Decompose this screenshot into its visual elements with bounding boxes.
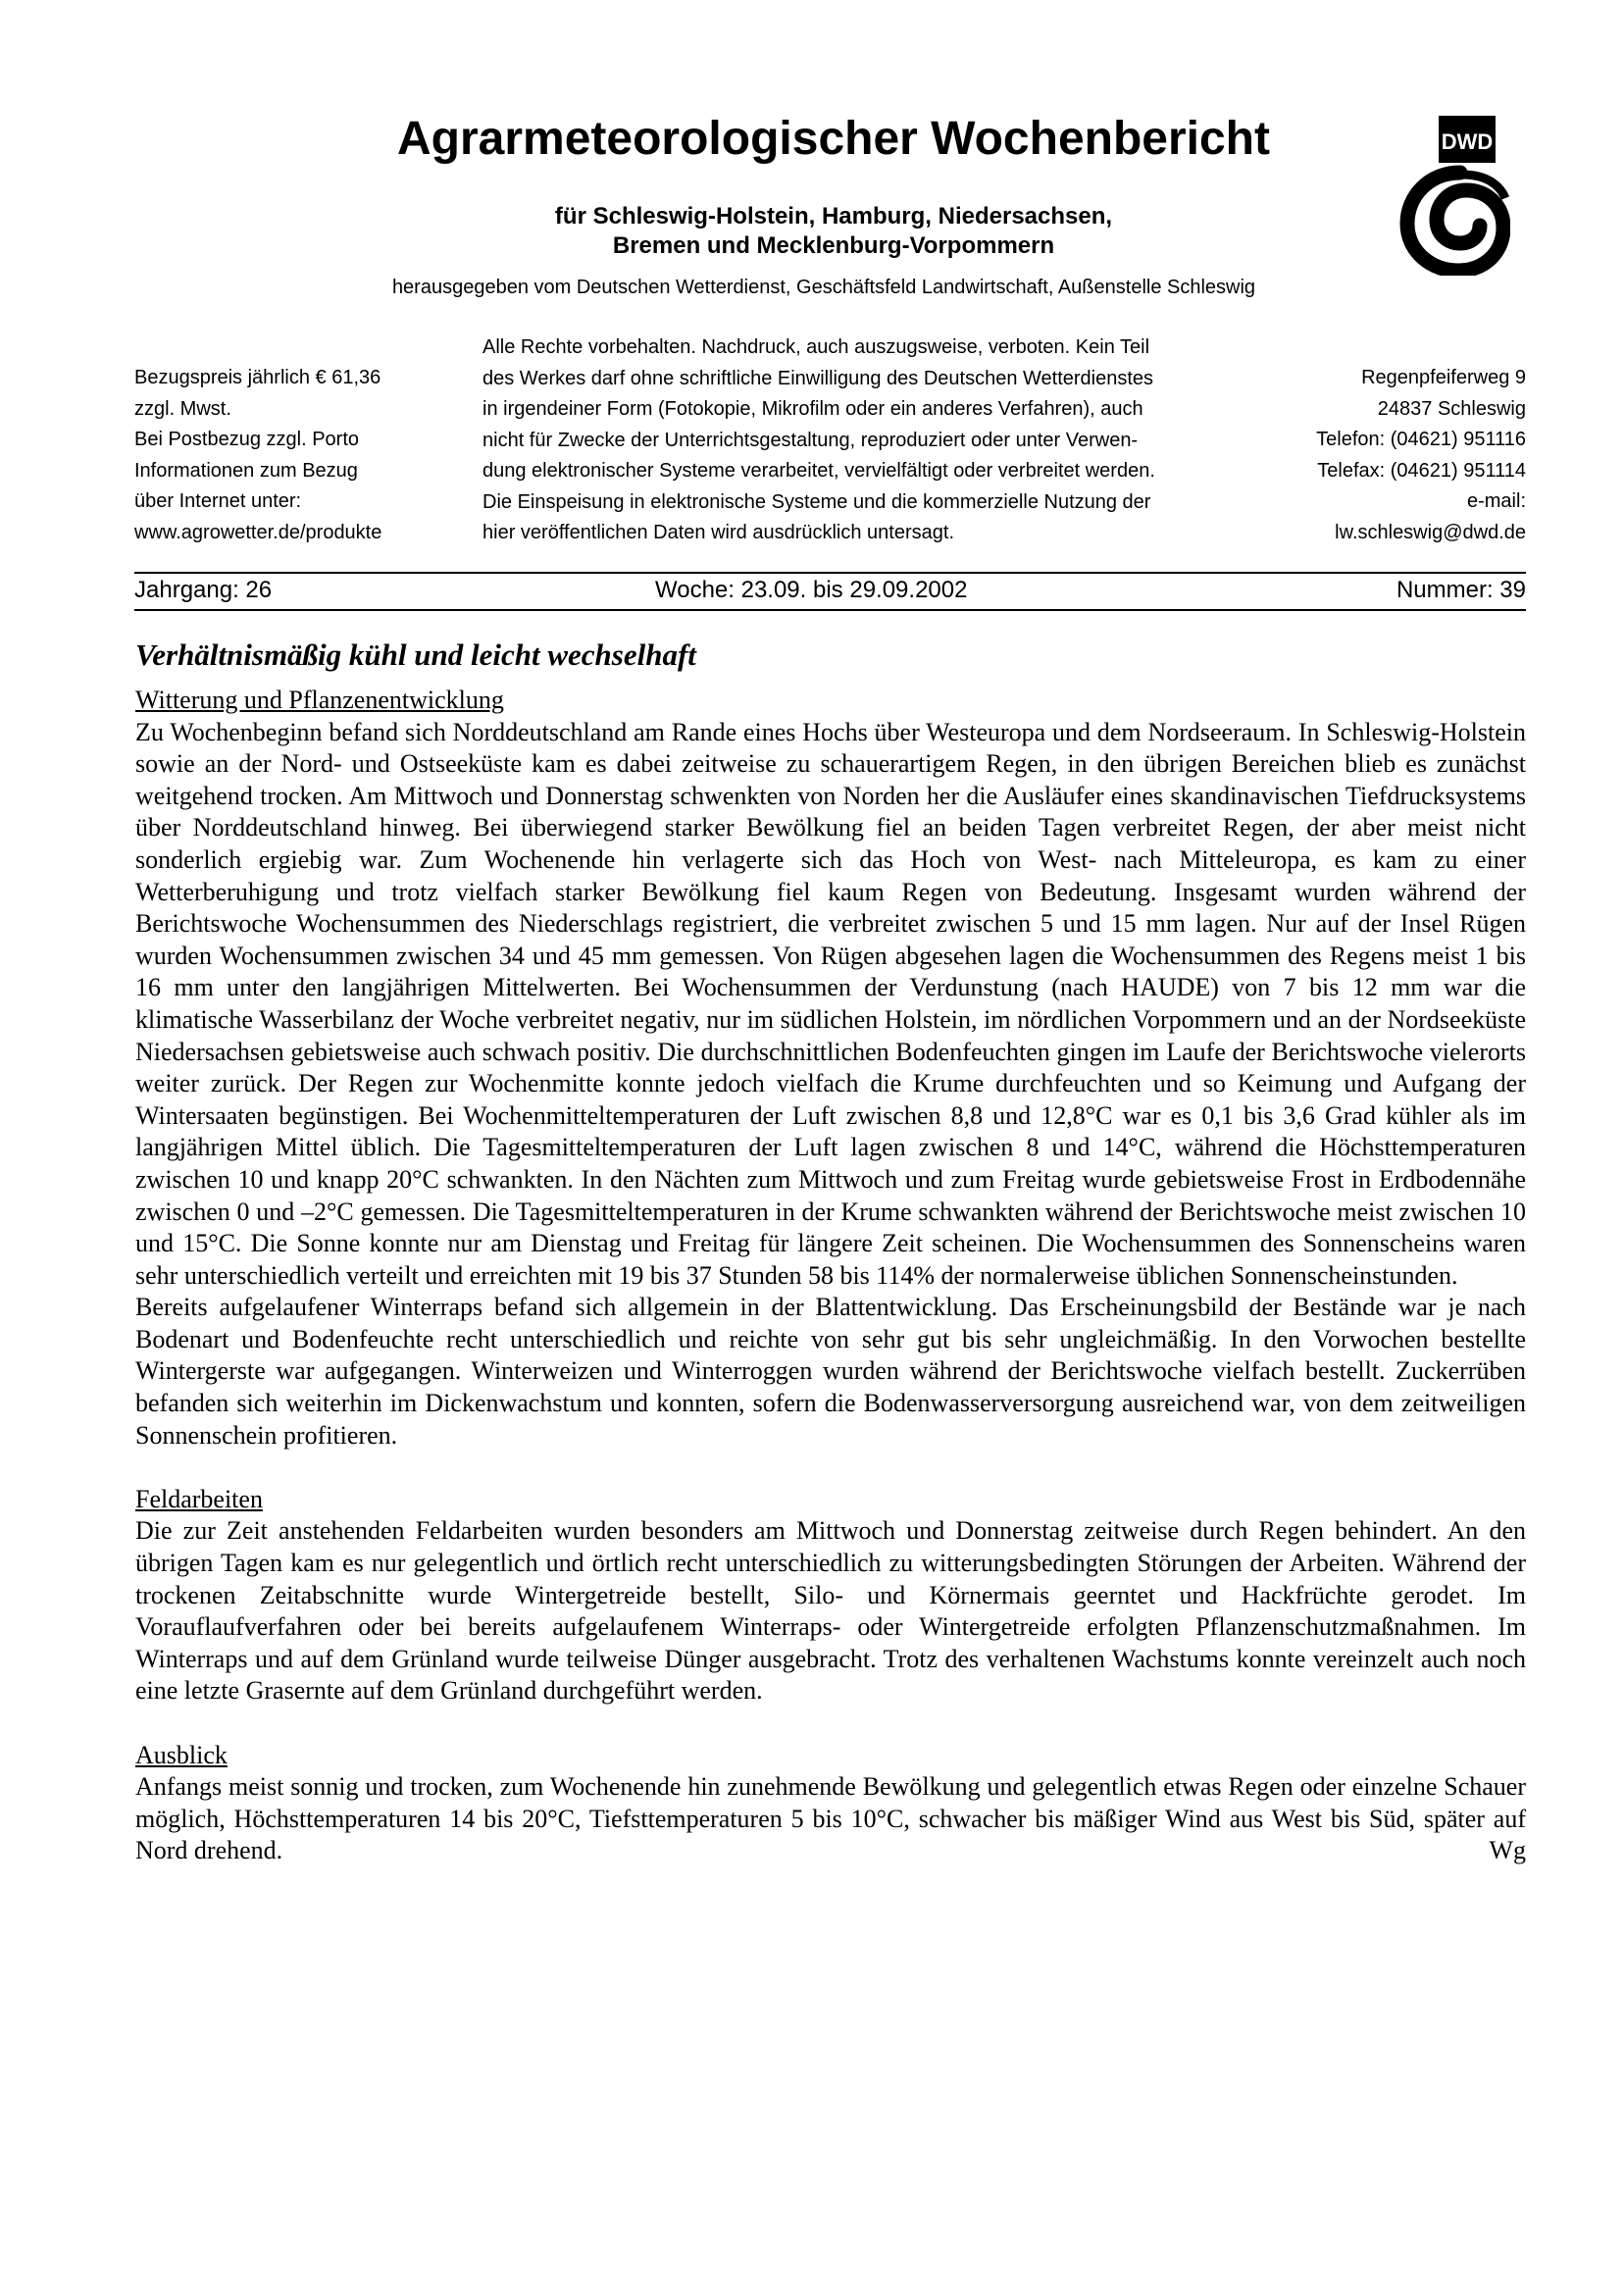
fieldwork-section-heading: Feldarbeiten bbox=[135, 1484, 263, 1513]
dwd-logo-label: DWD bbox=[1441, 129, 1494, 154]
copyright-notice bbox=[482, 332, 1238, 549]
publisher-line: herausgegeben vom Deutschen Wetterdienst, Geschäftsfeld Landwirtschaft, Außenstelle Schleswig bbox=[391, 277, 1256, 298]
subscription-line: zzgl. Mwst. bbox=[134, 397, 231, 420]
subscription-line: über Internet unter: bbox=[134, 490, 302, 512]
contact-info bbox=[1177, 363, 1526, 548]
weather-paragraph: Zu Wochenbeginn befand sich Norddeutschland am Rande eines Hochs über Westeuropa und dem Nordseeraum. In Schleswig-Holstein sowie an der Nord- und Ostseeküste kam es dabei zeitweise zu schauerartigem Regen, in den übrigen Bereichen blieb es zunächst weitgehend trocken. Am Mittwoch und Donnerstag schwenkten von Norden her die Ausläufer eines skandinavischen Tiefdrucksystems über Norddeutschland hinweg. Bei überwiegend starker Bewölkung fiel an beiden Tagen verbreitet Regen, der aber meist nicht sonderlich ergiebig war. Zum Wochenende hin verlagerte sich das Hoch von West- nach Mitteleuropa, es kam zu einer Wetterberuhigung und trotz vielfach starker Bewölkung fiel kaum Regen von Bedeutung. Insgesamt wurden während der Berichtswoche Wochensummen des Niederschlags registriert, die verbreitet zwischen 5 und 15 mm lagen. Nur auf der Insel Rügen wurden Wochensummen zwischen 34 und 45 mm gemessen. Von Rügen abgesehen lagen die Wochensummen des Regens meist 1 bis 16 mm unter den langjährigen Mittelwerten. Bei Wochensummen der Verdunstung (nach HAUDE) von 7 bis 12 mm war die klimatische Wasserbilanz der Woche verbreitet negativ, nur im südlichen Holstein, im nördlichen Vorpommern und an der Nordseeküste Niedersachsen gebietsweise auch schwach positiv. Die durchschnittlichen Bodenfeuchten gingen im Laufe der Berichtswoche vielerorts weiter zurück. Der Regen zur Wochenmitte konnte jedoch vielfach die Krume durchfeuchten und so Keimung und Aufgang der Wintersaaten begünstigen. Bei Wochenmitteltemperaturen der Luft zwischen 8,8 und 12,8°C war es 0,1 bis 3,6 Grad kühler als im langjährigen Mittel üblich. Die Tagesmitteltemperaturen der Luft lagen zwischen 8 und 14°C, während die Höchsttemperaturen zwischen 10 und knapp 20°C schwankten. In den Nächten zum Mittwoch und zum Freitag wurde gebietsweise Frost in Erdbodennähe zwischen 0 und –2°C gemessen. Die Tagesmitteltemperaturen in der Krume schwankten während der Berichtswoche meist zwischen 10 und 15°C. Die Sonne konnte nur am Dienstag und Freitag für längere Zeit scheinen. Die Wochensummen des Sonnenscheins waren sehr unterschiedlich verteilt und erreichten mit 19 bis 37 Stunden 58 bis 114% der normalerweise üblichen Sonnenscheinstunden. bbox=[135, 717, 1526, 1290]
fax-number: Telefax: (04621) 951114 bbox=[1317, 459, 1526, 482]
weather-section-heading: Witterung und Pflanzenentwicklung bbox=[135, 686, 504, 714]
issue-bar bbox=[134, 573, 1526, 608]
copyright-line: in irgendeiner Form (Fotokopie, Mikrofilm oder ein anderes Verfahren), auch bbox=[482, 398, 1143, 420]
report-title: Agrarmeteorologischer Wochenbericht bbox=[397, 113, 1270, 165]
address-city: 24837 Schleswig bbox=[1377, 397, 1526, 420]
region-subtitle bbox=[412, 202, 1255, 261]
subscription-line: Informationen zum Bezug bbox=[134, 459, 358, 482]
subscription-info bbox=[134, 363, 448, 548]
copyright-line: hier veröffentlichen Daten wird ausdrücklich untersagt. bbox=[482, 522, 954, 543]
subscription-line: Bei Postbezug zzgl. Porto bbox=[134, 429, 360, 450]
crop-development-paragraph: Bereits aufgelaufener Winterraps befand sich allgemein in der Blattentwicklung. Das Erscheinungsbild der Bestände war je nach Bodenart und Bodenfeuchte recht unterschiedlich und reichte von sehr gut bis sehr ungleichmäßig. In den Vorwochen bestellte Wintergerste war aufgegangen. Winterweizen und Winterroggen wurden während der Berichtswoche vielfach bestellt. Zuckerrüben befanden sich weiterhin im Dickenwachstum und konnten, sofern die Bodenwasserversorgung ausreichend war, von dem zeitweiligen Sonnenschein profitieren. bbox=[135, 1293, 1526, 1450]
copyright-line: nicht für Zwecke der Unterrichtsgestaltung, reproduziert oder unter Verwen- bbox=[482, 429, 1139, 451]
subtitle-line-1: für Schleswig-Holstein, Hamburg, Niedersachsen, bbox=[554, 203, 1113, 229]
section-spacer bbox=[135, 1452, 1526, 1484]
issue-number: Nummer: 39 bbox=[1396, 577, 1526, 603]
address-street: Regenpfeiferweg 9 bbox=[1361, 367, 1526, 388]
copyright-line: des Werkes darf ohne schriftliche Einwilligung des Deutschen Wetterdienstes bbox=[482, 367, 1154, 389]
phone-number: Telefon: (04621) 951116 bbox=[1316, 429, 1526, 450]
dwd-logo bbox=[1397, 114, 1510, 276]
outlook-paragraph bbox=[135, 1771, 1526, 1867]
email-label: e-mail: bbox=[1466, 490, 1526, 512]
report-headline: Verhältnismäßig kühl und leicht wechselhaft bbox=[135, 637, 696, 672]
section-spacer bbox=[135, 1708, 1526, 1740]
fieldwork-paragraph: Die zur Zeit anstehenden Feldarbeiten wurden besonders am Mittwoch und Donnerstag zeitweise durch Regen behindert. An den übrigen Tagen kam es nur gelegentlich und örtlich recht unterschiedlich zu witterungsbedingten Störungen der Arbeiten. Während der trockenen Zeitabschnitte wurde Wintergetreide bestellt, Silo- und Körnermais geerntet und Hackfrüchte gerodet. Im Vorauflaufverfahren oder bei bereits aufgelaufenem Winterraps- oder Wintergetreide erfolgten Pflanzenschutzmaßnahmen. Im Winterraps und auf dem Grünland wurde teilweise Dünger ausgebracht. Trotz des verhaltenen Wachstums konnte vereinzelt auch noch eine letzte Grasernte auf dem Grünland durchgeführt werden. bbox=[135, 1516, 1526, 1706]
copyright-line: Die Einspeisung in elektronische Systeme und die kommerzielle Nutzung der bbox=[482, 490, 1151, 513]
issue-bar-bottom-rule bbox=[134, 609, 1526, 611]
issue-week: Woche: 23.09. bis 29.09.2002 bbox=[655, 577, 968, 603]
author-signoff: Wg bbox=[1489, 1836, 1526, 1865]
website-link[interactable]: www.agrowetter.de/produkte bbox=[134, 521, 382, 543]
outlook-text: Anfangs meist sonnig und trocken, zum Wochenende hin zunehmende Bewölkung und gelegentlich etwas Regen oder einzelne Schauer möglich, Höchsttemperaturen 14 bis 20°C, Tiefsttemperaturen 5 bis 10°C, schwacher bis mäßiger Wind aus West bis Süd, später auf Nord drehend. bbox=[135, 1772, 1526, 1865]
report-body bbox=[135, 636, 1526, 1867]
copyright-line: dung elektronischer Systeme verarbeitet, vervielfältigt oder verbreitet werden. bbox=[482, 460, 1155, 482]
email-link[interactable]: lw.schleswig@dwd.de bbox=[1335, 521, 1526, 543]
copyright-line: Alle Rechte vorbehalten. Nachdruck, auch auszugsweise, verboten. Kein Teil bbox=[482, 336, 1150, 358]
issue-year: Jahrgang: 26 bbox=[134, 577, 273, 603]
subtitle-line-2: Bremen und Mecklenburg-Vorpommern bbox=[612, 232, 1055, 259]
subscription-line: Bezugspreis jährlich € 61,36 bbox=[134, 367, 381, 388]
outlook-section-heading: Ausblick bbox=[135, 1740, 228, 1769]
